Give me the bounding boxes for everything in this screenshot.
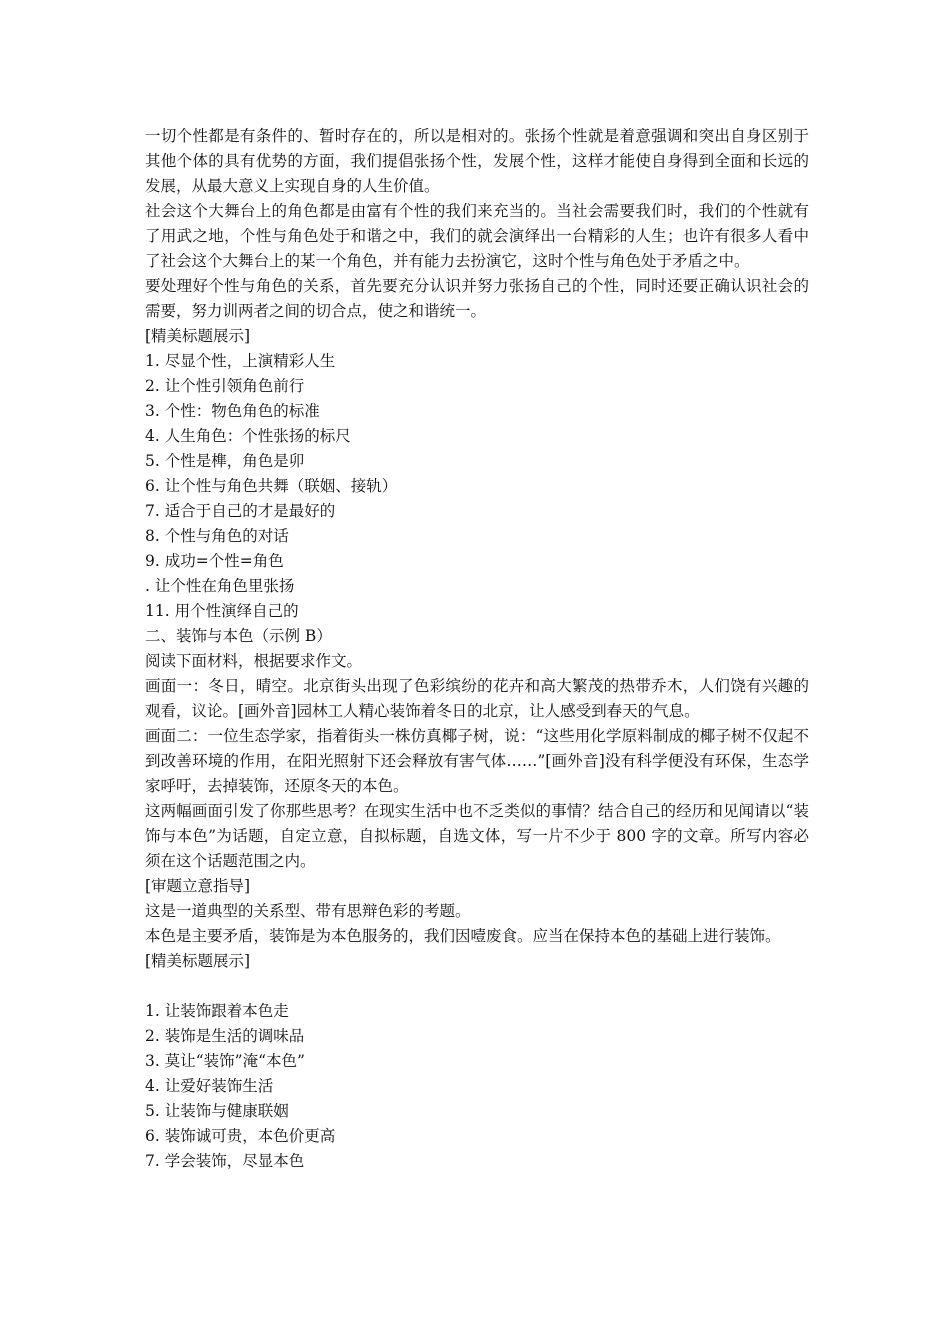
section-heading-example-b: 二、装饰与本色（示例 B） <box>145 627 332 645</box>
list-item: 1. 尽显个性，上演精彩人生 <box>145 352 336 370</box>
paragraph-handle-relationship: 要处理好个性与角色的关系，首先要充分认识并努力张扬自己的个性，同时还要正确认识社会的需要，努力训两者之间的切合点，使之和谐统一。 <box>145 277 809 320</box>
section-heading-titles: [精美标题展示] <box>145 327 251 345</box>
list-item: 4. 让爱好装饰生活 <box>145 1077 274 1095</box>
paragraph-individuality-relative: 一切个性都是有条件的、暂时存在的，所以是相对的。张扬个性就是着意强调和突出自身区别于其他个体的具有优势的方面，我们提倡张扬个性，发展个性，这样才能使自身得到全面和长远的发展，从最大意义上实现自身的人生价值。 <box>145 127 809 195</box>
list-item: 3. 莫让“装饰”淹“本色” <box>145 1052 305 1070</box>
list-item: . 让个性在角色里张扬 <box>145 577 295 595</box>
section-heading-titles-b: [精美标题展示] <box>145 952 251 970</box>
list-item: 6. 让个性与角色共舞（联姻、接轨） <box>145 477 398 495</box>
list-item: 6. 装饰诚可贵，本色价更高 <box>145 1127 336 1145</box>
list-item: 3. 个性：物色角色的标准 <box>145 402 320 420</box>
paragraph-society-stage: 社会这个大舞台上的角色都是由富有个性的我们来充当的。当社会需要我们时，我们的个性就有了用武之地，个性与角色处于和谐之中，我们的就会演绎出一台精彩的人生；也许有很多人看中了社会这个大舞台上的某一个角色，并有能力去扮演它，这时个性与角色处于矛盾之中。 <box>145 202 809 270</box>
list-item: 9. 成功=个性=角色 <box>145 552 284 570</box>
list-item: 1. 让装饰跟着本色走 <box>145 1002 289 1020</box>
paragraph-guidance-type: 这是一道典型的关系型、带有思辩色彩的考题。 <box>145 902 471 920</box>
paragraph-guidance-detail: 本色是主要矛盾，装饰是为本色服务的，我们因噎废食。应当在保持本色的基础上进行装饰。 <box>145 927 781 945</box>
section-heading-guidance: [审题立意指导] <box>145 877 251 895</box>
list-item: 2. 装饰是生活的调味品 <box>145 1027 305 1045</box>
paragraph-scene-two: 画面二：一位生态学家，指着街头一株仿真椰子树，说：“这些用化学原料制成的椰子树不仅起不到改善环境的作用，在阳光照射下还会释放有害气体……”[画外音]没有科学便没有环保，生态学家呼吁，去掉装饰，还原冬天的本色。 <box>145 727 809 795</box>
paragraph-scene-one: 画面一：冬日，晴空。北京街头出现了色彩缤纷的花卉和高大繁茂的热带乔木，人们饶有兴趣的观看，议论。[画外音]园林工人精心装饰着冬日的北京，让人感受到春天的气息。 <box>145 677 809 720</box>
list-item: 4. 人生角色：个性张扬的标尺 <box>145 427 351 445</box>
list-item: 11. 用个性演绎自己的 <box>145 602 299 620</box>
document-body <box>145 124 809 1174</box>
instruction-text: 阅读下面材料，根据要求作文。 <box>145 652 363 670</box>
list-item: 5. 个性是榫，角色是卯 <box>145 452 305 470</box>
list-item: 7. 学会装饰，尽显本色 <box>145 1152 305 1170</box>
list-item: 5. 让装饰与健康联姻 <box>145 1102 289 1120</box>
paragraph-prompt: 这两幅画面引发了你那些思考？在现实生活中也不乏类似的事情？结合自己的经历和见闻请以“装饰与本色”为话题，自定立意，自拟标题，自选文体，写一片不少于 800 字的文章。所写内容必须在这个话题范围之内。 <box>145 802 809 870</box>
list-item: 8. 个性与角色的对话 <box>145 527 289 545</box>
blank-line <box>145 974 809 999</box>
list-item: 7. 适合于自己的才是最好的 <box>145 502 336 520</box>
list-item: 2. 让个性引领角色前行 <box>145 377 305 395</box>
